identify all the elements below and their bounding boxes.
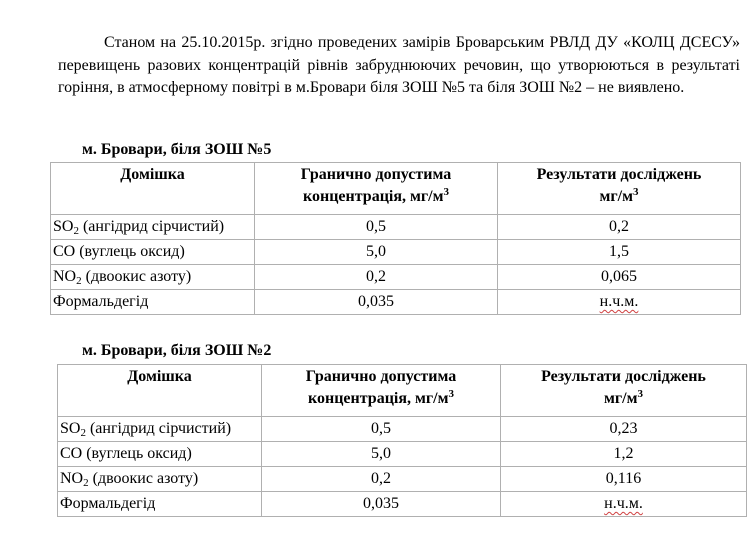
substance-formaldehyde: Формальдегід [58,492,262,517]
header-limit: Гранично допустима концентрація, $мг/м^3$ [262,365,501,417]
substance-co: CO (вуглець оксид) [51,240,255,265]
substance-no2: $NO_2$ (двоокис азоту) [51,265,255,290]
limit-formaldehyde: 0,035 [262,492,501,517]
table-row [58,492,747,517]
header-limit: Гранично допустима концентрація, $мг/м^3$ [255,163,498,215]
limit-formaldehyde: 0,035 [255,290,498,315]
result-so2: 0,2 [498,215,741,240]
limit-no2: 0,2 [255,265,498,290]
substance-co: CO (вуглець оксид) [58,442,262,467]
result-co: 1,5 [498,240,741,265]
result-formaldehyde: н.ч.м. [498,290,741,315]
substance-no2: $NO_2$ (двоокис азоту) [58,467,262,492]
header-result: Результати досліджень $мг/м^3$ [501,365,747,417]
result-so2: 0,23 [501,417,747,442]
substance-so2: $SO_2$ (ангідрид сірчистий) [58,417,262,442]
table-row [58,442,747,467]
header-substance: Домішка [51,163,255,215]
table-row [58,417,747,442]
limit-co: 5,0 [255,240,498,265]
result-no2: 0,065 [498,265,741,290]
table-row [58,467,747,492]
header-result: Результати досліджень $мг/м^3$ [498,163,741,215]
limit-co: 5,0 [262,442,501,467]
limit-so2: 0,5 [255,215,498,240]
substance-formaldehyde: Формальдегід [51,290,255,315]
table-row [51,240,741,265]
limit-no2: 0,2 [262,467,501,492]
table-row [51,290,741,315]
header-substance: Домішка [58,365,262,417]
site-title-school-5: м. Бровари, біля ЗОШ №5 [82,141,272,158]
result-formaldehyde: н.ч.м. [501,492,747,517]
site-title-school-2: м. Бровари, біля ЗОШ №2 [82,342,272,359]
table-row [51,265,741,290]
measurements-table-school-5 [50,162,741,315]
result-no2: 0,116 [501,467,747,492]
result-co: 1,2 [501,442,747,467]
substance-so2: $SO_2$ (ангідрид сірчистий) [51,215,255,240]
table-header-row [51,163,741,215]
table-header-row [58,365,747,417]
limit-so2: 0,5 [262,417,501,442]
measurements-table-school-2 [57,364,747,517]
table-row [51,215,741,240]
intro-paragraph: Станом на 25.10.2015р. згідно проведених замірів Броварським РВЛД ДУ «КОЛЦ ДСЕСУ» перевищень разових концентрацій рівнів забруднюючих речовин, що утворюються в результаті горіння, в атмосферному повітрі в м.Бровари біля ЗОШ №5 та біля ЗОШ №2 – не виявлено. [58,34,740,96]
